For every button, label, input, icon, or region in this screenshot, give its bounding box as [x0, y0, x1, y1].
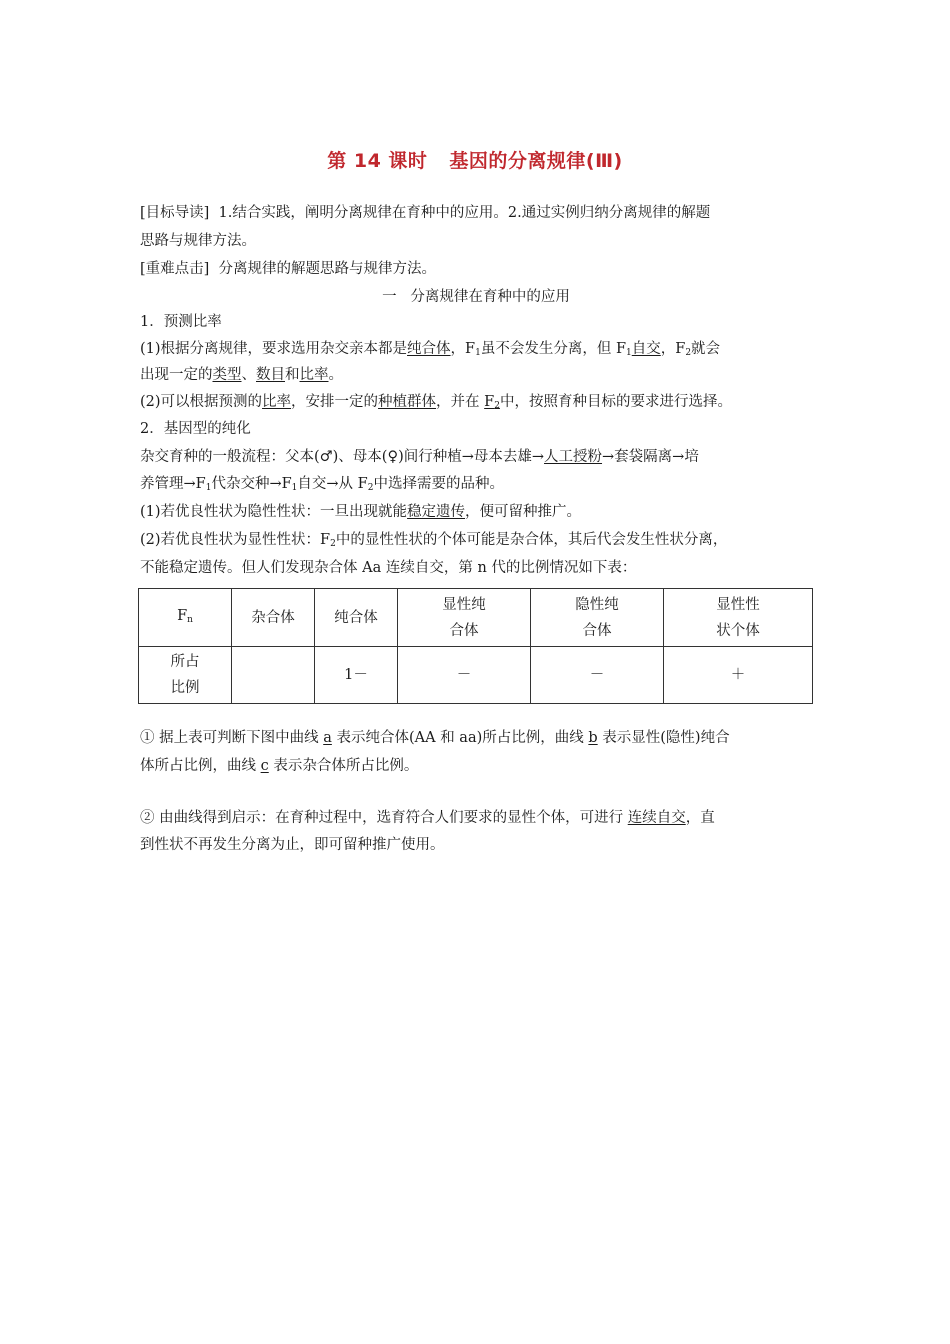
underlined-answer: b [588, 730, 598, 746]
table-header-cell: 隐性纯 合体 [531, 589, 664, 647]
key-points-line [140, 260, 812, 278]
curve-note-line-2: 体所占比例，曲线 c 表示杂合体所占比例。 [140, 758, 419, 774]
goals-text: 1.结合实践，阐明分离规律在育种中的应用。2.通过实例归纳分离规律的解题 [218, 205, 711, 221]
underlined-answer: c [260, 758, 269, 774]
underlined-answer: 稳定遗传 [407, 504, 466, 520]
table-header-cell: 显性性 状个体 [664, 589, 813, 647]
underlined-answer: 自交 [631, 341, 661, 357]
predict-para-2: (2)可以根据预测的比率，安排一定的种植群体，并在 $F_2$中，按照育种目标的要求进行选择。 [140, 394, 732, 411]
table-header-cell: 纯合体 [315, 589, 398, 647]
section-number: 一 [382, 289, 397, 305]
underlined-answer: 数目 [256, 367, 285, 383]
purify-heading: 2．基因型的纯化 [140, 421, 251, 437]
underlined-answer: 类型 [212, 367, 242, 383]
underlined-answer: 比率 [299, 367, 329, 383]
table-cell: － [398, 647, 531, 704]
table-cell [232, 647, 315, 704]
key-points-label: [重难点击] [140, 261, 210, 277]
underlined-answer: a [323, 730, 332, 746]
table-cell: 所占 比例 [139, 647, 232, 704]
breeding-flow-line-1: 杂交育种的一般流程：父本(♂)、母本(♀)间行种植→母本去雄→人工授粉→套袋隔离→培 [140, 449, 699, 465]
section-title: 分离规律在育种中的应用 [410, 289, 570, 305]
section-heading [140, 288, 812, 306]
table-header-cell: $F_n$ [139, 589, 232, 647]
predict-para-1-line-2: 出现一定的类型、数目和比率。 [140, 367, 343, 383]
breeding-flow-line-2: 养管理$\to F_1$代杂交种$\to F_1$自交→从 $F_2$中选择需要的品种。 [140, 476, 504, 493]
table-row [139, 647, 813, 704]
table-header-row [139, 589, 813, 647]
table-header-cell: 显性纯 合体 [398, 589, 531, 647]
predict-heading: 1．预测比率 [140, 314, 222, 330]
curve-note-line-1: ① 据上表可判断下图中曲线 a 表示纯合体(AA 和 aa)所占比例，曲线 b 表示显性(隐性)纯合 [140, 730, 730, 746]
goals-line-2: 思路与规律方法。 [140, 233, 256, 249]
table-header-cell: 杂合体 [232, 589, 315, 647]
title-lesson-number: 第 14 课时 [327, 150, 428, 172]
goals-line-1 [140, 204, 812, 222]
underlined-answer: $F_2$ [484, 394, 500, 411]
dominant-trait-line-2: 不能稳定遗传。但人们发现杂合体 Aa 连续自交，第 n 代的比例情况如下表： [140, 560, 637, 576]
insight-line-1: ② 由曲线得到启示：在育种过程中，选育符合人们要求的显性个体，可进行 连续自交，直 [140, 810, 715, 826]
underlined-answer: 种植群体 [378, 394, 437, 410]
recessive-trait-line: (1)若优良性状为隐性性状：一旦出现就能稳定遗传，便可留种推广。 [140, 504, 582, 520]
underlined-answer: 比率 [262, 394, 292, 410]
ratio-table [138, 588, 813, 704]
goals-label: [目标导读] [140, 205, 210, 221]
dominant-trait-line-1: (2)若优良性状为显性性状：$F_2$中的显性性状的个体可能是杂合体，其后代会发生性状分离， [140, 532, 728, 549]
title-topic: 基因的分离规律(Ⅲ) [449, 150, 623, 172]
key-points-text: 分离规律的解题思路与规律方法。 [218, 261, 437, 277]
page-title [0, 146, 950, 173]
underlined-answer: 纯合体 [407, 341, 451, 357]
underlined-answer: 连续自交 [627, 810, 686, 826]
predict-para-1-line-1: (1)根据分离规律，要求选用杂交亲本都是纯合体，$F_1$虽不会发生分离，但 $F_1$自交，$F_2$就会 [140, 341, 721, 358]
underlined-answer: 人工授粉 [544, 449, 603, 465]
insight-line-2: 到性状不再发生分离为止，即可留种推广使用。 [140, 837, 445, 853]
table-cell: － [531, 647, 664, 704]
table-cell: 1－ [315, 647, 398, 704]
table-cell: ＋ [664, 647, 813, 704]
